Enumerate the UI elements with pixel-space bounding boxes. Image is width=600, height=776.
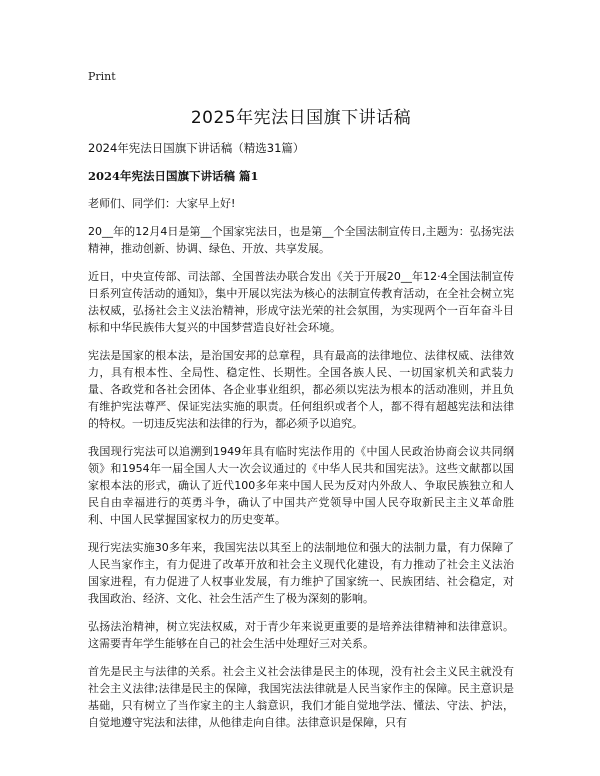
paragraph-implementation: 现行宪法实施30多年来，我国宪法以其至上的法制地位和强大的法制力量，有力保障了人民当家作主，有力促进了改革开放和社会主义现代化建设，有力推动了社会主义法治国家进程，有力促进了人权事业发展，有力维护了国家统一、民族团结、社会稳定，对我国政治、经济、文化、社会生活产生了极为深刻的影响。 [88,541,514,605]
print-link[interactable]: Print [88,70,116,83]
paragraph-theme: 20__年的12月4日是第__个国家宪法日，也是第__个全国法制宣传日,主题为：弘扬宪法精神，推动创新、协调、绿色、开放、共享发展。 [88,225,514,255]
paragraph-greeting: 老师们、同学们：大家早上好! [88,197,236,210]
paragraph-youth: 弘扬法治精神，树立宪法权威，对于青少年来说更重要的是培养法律精神和法律意识。这需要青年学生能够在自己的社会生活中处理好三对关系。 [88,620,514,650]
section-heading: 2024年宪法日国旗下讲话稿 篇1 [88,169,259,183]
document-title: 2025年宪法日国旗下讲话稿 [190,108,412,128]
document-subtitle: 2024年宪法日国旗下讲话稿（精选31篇） [88,141,305,155]
paragraph-democracy-law: 首先是民主与法律的关系。社会主义社会法律是民主的体现，没有社会主义民主就没有社会主义法律;法律是民主的保障，我国宪法法律就是人民当家作主的保障。民主意识是基础，只有树立了当作家主的主人翁意识，我们才能自觉地学法、懂法、守法、护法，自觉地遵守宪法和法律，从他律走向自律。法律意识是保障，只有 [88,665,514,729]
document-page [88,70,514,742]
paragraph-constitution-role: 宪法是国家的根本法，是治国安邦的总章程，具有最高的法律地位、法律权威、法律效力，具有根本性、全局性、稳定性、长期性。全国各族人民、一切国家机关和武装力量、各政党和各社会团体、各企业事业组织，都必须以宪法为根本的活动准则，并且负有维护宪法尊严、保证宪法实施的职责。任何组织或者个人，都不得有超越宪法和法律的特权。一切违反宪法和法律的行为，都必须予以追究。 [88,349,514,430]
paragraph-history: 我国现行宪法可以追溯到1949年具有临时宪法作用的《中国人民政治协商会议共同纲领》和1954年一届全国人大一次会议通过的《中华人民共和国宪法》。这些文献都以国家根本法的形式，确认了近代100多年来中国人民为反对内外敌人、争取民族独立和人民自由幸福进行的英勇斗争，确认了中国共产党领导中国人民夺取新民主主义革命胜利、中国人民掌握国家权力的历史变革。 [88,445,514,526]
paragraph-notice: 近日，中央宣传部、司法部、全国普法办联合发出《关于开展20__年12·4全国法制宣传日系列宣传活动的通知》，集中开展以宪法为核心的法制宣传教育活动，在全社会树立宪法权威，弘扬社会主义法治精神，形成守法光荣的社会氛围，为实现两个一百年奋斗目标和中华民族伟大复兴的中国梦营造良好社会环境。 [88,270,514,334]
